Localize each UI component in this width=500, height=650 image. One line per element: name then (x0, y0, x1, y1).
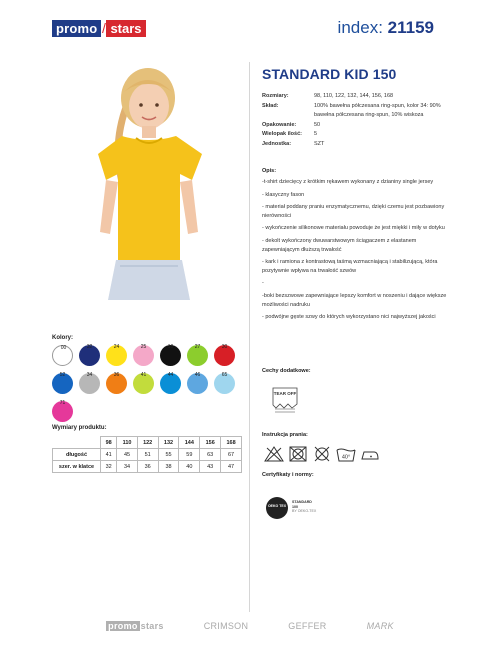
table-row (53, 449, 242, 461)
product-index (338, 18, 434, 38)
swatch-code: 71 (59, 400, 66, 406)
table-cell: 67 (221, 449, 242, 461)
description-line: - klasyczny fason (262, 191, 305, 198)
spec-key: Skład: (262, 102, 279, 109)
swatch-row-1 (52, 345, 242, 366)
wash-40-icon (336, 446, 356, 462)
washing-instructions-title: Instrukcja prania: (262, 432, 308, 438)
size-header: 110 (117, 437, 137, 449)
product-photo (52, 62, 244, 300)
swatch-code: 44 (167, 372, 174, 378)
table-cell: 51 (137, 449, 158, 461)
description-line: -boki bezszwowe zapewniające lepszy komfort w noszeniu i dające większe możliwości nadruku (262, 292, 447, 308)
color-swatch[interactable] (79, 373, 100, 394)
swatch-code: 00 (60, 345, 67, 351)
promostars-logo (52, 20, 146, 37)
swatch-code: 34 (86, 372, 93, 378)
table-cell: 55 (158, 449, 179, 461)
index-label: index: (337, 18, 383, 37)
spec-row (262, 130, 452, 140)
logo-promo: promo (52, 20, 101, 37)
swatch-code: 27 (194, 344, 201, 350)
spec-key: Opakowanie: (262, 121, 297, 128)
column-divider (249, 62, 250, 612)
svg-text:40°: 40° (341, 454, 351, 461)
swatch-code: 65 (221, 372, 228, 378)
row-label: długość (53, 449, 101, 461)
color-swatch[interactable] (160, 373, 181, 394)
cert-line: 100 (292, 504, 298, 509)
cert-line: STANDARD (292, 500, 312, 504)
size-header: 132 (158, 437, 179, 449)
product-specs (262, 92, 452, 149)
swatch-row-3 (52, 401, 242, 422)
color-swatch[interactable] (52, 373, 73, 394)
description-line: - dekolt wykończony dwuwarstwowym ściągaczem z elastanem zapewniającym dłuższą trwałość (262, 237, 417, 253)
swatch-code: 52 (59, 372, 66, 378)
swatch-code: 30 (221, 344, 228, 350)
spec-value: 98, 110, 122, 132, 144, 156, 168 (314, 93, 394, 99)
spec-value: 50 (314, 121, 321, 128)
color-swatch[interactable] (187, 345, 208, 366)
color-swatch[interactable] (133, 373, 154, 394)
table-cell: 41 (101, 449, 117, 461)
footer-logo-promostars (106, 621, 164, 631)
swatch-code: 25 (140, 344, 147, 350)
spec-row (262, 140, 452, 150)
spec-key: Wielopak ilość: (262, 131, 302, 137)
color-swatch[interactable] (106, 345, 127, 366)
size-header: 156 (200, 437, 221, 449)
footer-brands (0, 616, 500, 636)
tear-off-label: TEAR OFF (273, 391, 297, 396)
washing-icons (264, 446, 384, 462)
description-line: - kark i ramiona z kontrastową taśmą wzmacniającą i stabilizującą, która pozytywnie wpływa na trwałość szwów (262, 259, 438, 274)
description-line: - podwójne gęste szwy do których wykorzystano nici najwyższej jakości (262, 314, 436, 321)
color-swatch[interactable] (187, 373, 208, 394)
table-row (53, 461, 242, 473)
oeko-tex-badge-text: OEKO TEX (267, 504, 287, 508)
color-swatch[interactable] (160, 345, 181, 366)
description-line: -t-shirt dziecięcy z krótkim rękawem wykonany z dzianiny single jersey (262, 179, 434, 185)
swatch-code: 41 (140, 372, 147, 378)
footer-logo-geffer: GEFFER (288, 621, 327, 631)
iron-low-icon (360, 446, 380, 462)
swatch-code: 10 (167, 344, 174, 350)
table-cell: 43 (200, 461, 221, 473)
footer-logo-mark: MARK (366, 621, 394, 631)
table-header-row (53, 437, 242, 449)
table-cell: 47 (221, 461, 242, 473)
description-line: - wykończenie silikonowe materiału powoduje że jest miękki i miły w dotyku (262, 225, 445, 232)
color-swatch[interactable] (133, 345, 154, 366)
description (262, 178, 452, 326)
color-swatch[interactable] (214, 373, 235, 394)
size-header: 144 (179, 437, 200, 449)
description-line: - materiał poddany praniu enzymatycznemu, dzięki czemu jest pozbawiony nierówności (262, 204, 445, 219)
color-swatch[interactable] (52, 401, 73, 422)
table-cell: 34 (117, 461, 137, 473)
logo-stars: stars (106, 20, 145, 37)
table-corner (53, 437, 101, 449)
spec-row (262, 102, 452, 121)
table-cell: 36 (137, 461, 158, 473)
spec-row (262, 92, 452, 102)
color-swatch[interactable] (214, 345, 235, 366)
no-tumble-dry-icon (288, 446, 308, 462)
spec-key: Jednostka: (262, 140, 292, 147)
product-title: STANDARD KID 150 (262, 66, 397, 82)
size-header: 168 (221, 437, 242, 449)
dimensions-table (52, 436, 242, 473)
description-title: Opis: (262, 168, 277, 174)
spec-row (262, 121, 452, 131)
color-swatch[interactable] (52, 345, 73, 366)
child-in-tshirt-image (52, 62, 244, 300)
table-cell: 45 (117, 449, 137, 461)
size-header: 98 (101, 437, 117, 449)
index-value: 21159 (387, 18, 434, 37)
swatch-row-2 (52, 373, 242, 394)
cert-line: BY OEKO-TEX (292, 509, 317, 513)
spec-key: Rozmiary: (262, 93, 289, 99)
color-swatch[interactable] (106, 373, 127, 394)
table-cell: 63 (200, 449, 221, 461)
spec-value: 5 (314, 131, 318, 137)
spec-value: SZT (314, 140, 325, 147)
table-cell: 32 (101, 461, 117, 473)
table-cell: 59 (179, 449, 200, 461)
swatch-code: 36 (113, 372, 120, 378)
row-label: szer. w klatce (53, 461, 101, 473)
oeko-tex-text (292, 500, 316, 514)
logo-separator: / (102, 20, 106, 36)
swatch-code: 46 (194, 372, 201, 378)
dimensions-title: Wymiary produktu: (52, 425, 107, 431)
swatch-code: 32 (86, 344, 93, 350)
header (0, 0, 500, 52)
color-swatches (52, 345, 242, 429)
table-cell: 38 (158, 461, 179, 473)
color-swatch[interactable] (79, 345, 100, 366)
colors-title: Kolory: (52, 335, 73, 341)
footer-logo-part: stars (140, 621, 164, 631)
certificates-title: Certyfikaty i normy: (262, 472, 314, 478)
size-header: 122 (137, 437, 158, 449)
features-title: Cechy dodatkowe: (262, 368, 311, 374)
swatch-code: 24 (113, 344, 120, 350)
table-cell: 40 (179, 461, 200, 473)
no-bleach-icon (264, 446, 284, 462)
no-dry-clean-icon (312, 446, 332, 462)
spec-value: 100% bawełna półczesana ring-spun, kolor 34: 90% bawełna półczesana ring-spun, 10% wiskoza (314, 102, 441, 118)
footer-logo-crimson: CRIMSON (203, 621, 249, 631)
description-line: - (262, 280, 264, 287)
oeko-tex-badge-icon (266, 497, 288, 519)
footer-logo-part: promo (108, 621, 138, 631)
